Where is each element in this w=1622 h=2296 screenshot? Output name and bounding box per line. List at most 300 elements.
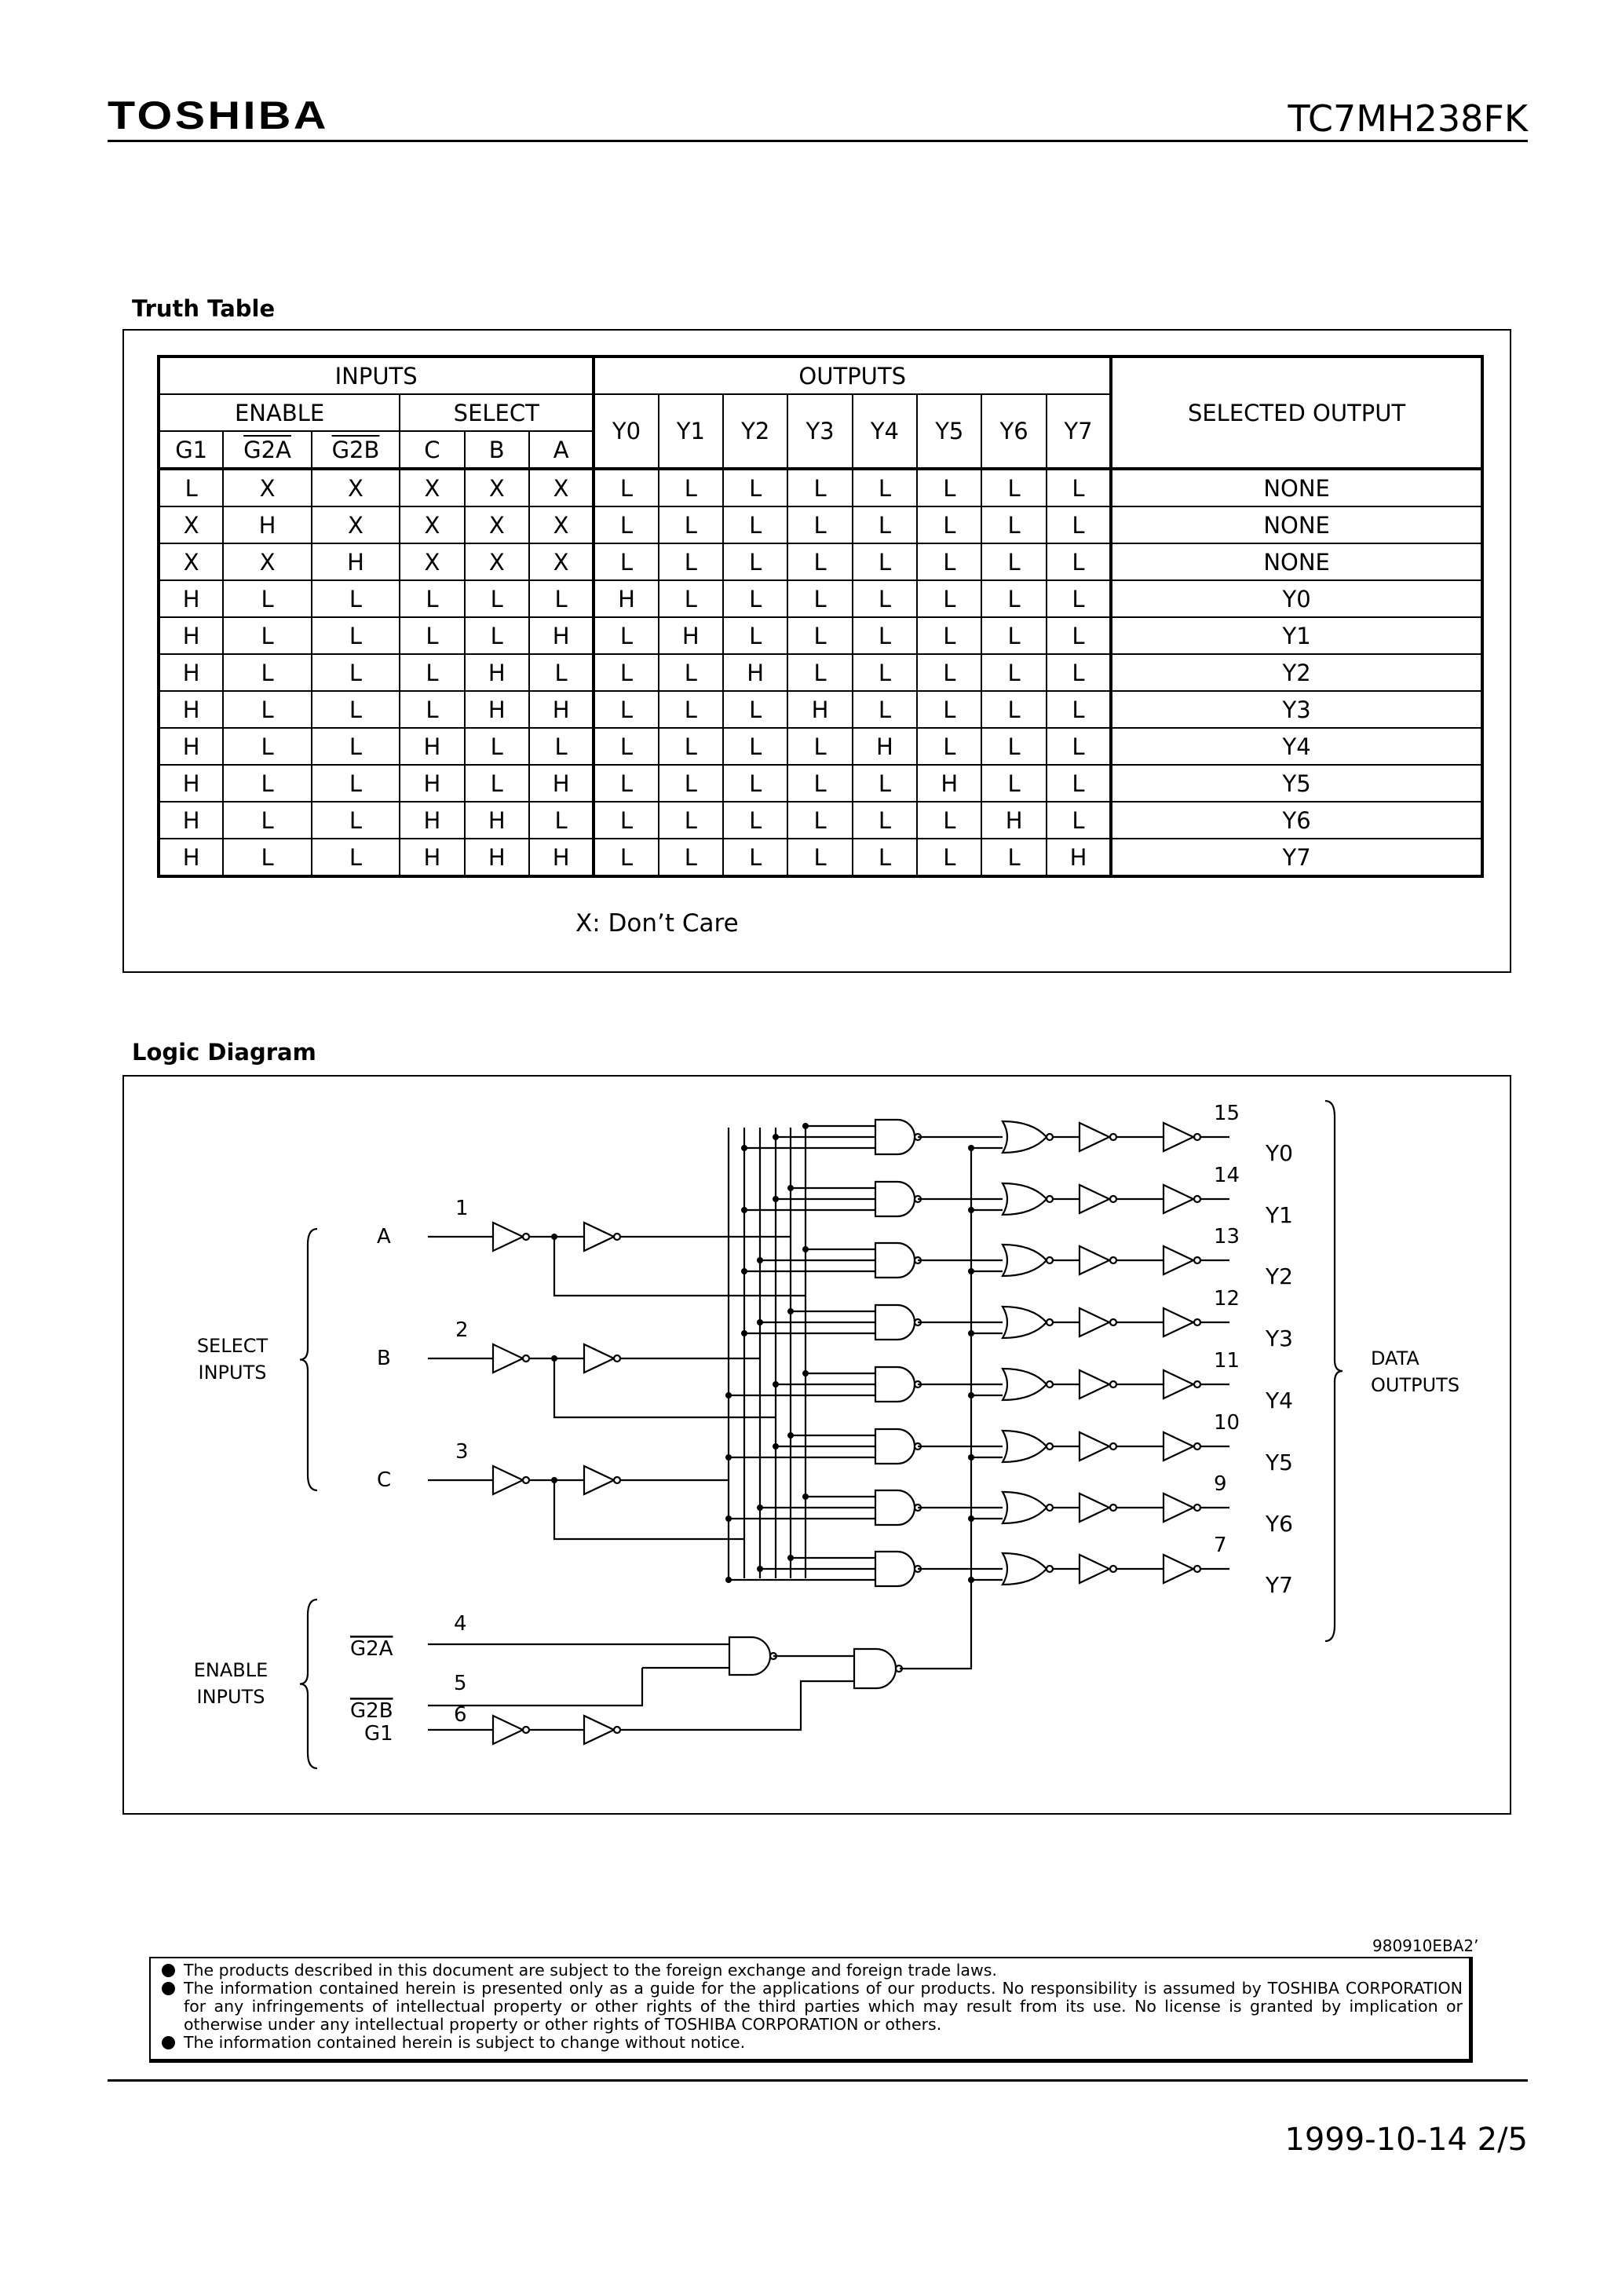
table-cell: L [787,617,852,654]
outputs-brace [1325,1101,1343,1641]
pin-number: 15 [1214,1102,1240,1125]
col-header: Y2 [723,394,787,469]
inversion-bubble [1194,1381,1200,1387]
table-cell: L [981,728,1046,765]
table-cell: L [400,617,464,654]
table-cell: NONE [1111,469,1482,506]
table-cell: L [981,469,1046,506]
inversion-bubble [1047,1443,1053,1450]
inversion-bubble [1194,1319,1200,1325]
table-cell: L [723,765,787,802]
table-cell: L [981,654,1046,691]
table-cell: L [312,691,400,728]
junction-dot [968,1145,974,1151]
inversion-bubble [1110,1319,1116,1325]
table-cell: L [223,765,311,802]
bullet-icon [162,1982,175,1995]
pin-number: 13 [1214,1225,1240,1249]
table-cell: L [787,728,852,765]
table-cell: H [159,580,223,617]
inverter-gate [584,1466,614,1494]
wire [554,1480,744,1539]
table-cell: L [723,839,787,876]
nand-gate [875,1182,915,1216]
bullet-icon [162,1964,175,1977]
output-label: Y3 [1266,1325,1293,1351]
junction-dot [802,1246,809,1252]
output-label: Y6 [1266,1511,1293,1537]
table-cell: L [917,839,981,876]
inversion-bubble [614,1355,620,1362]
table-cell: Y0 [1111,580,1482,617]
inversion-bubble [1194,1134,1200,1140]
inverter-gate [493,1344,523,1373]
inversion-bubble [523,1477,529,1483]
table-cell: H [529,765,594,802]
pin-number: 10 [1214,1411,1240,1435]
buffer-gate [1080,1555,1109,1583]
table-cell: Y5 [1111,765,1482,802]
junction-dot [757,1257,763,1263]
disclaimer-item: The information contained herein is subject to change without notice. [162,2034,1463,2052]
table-cell: L [787,802,852,839]
nor-gate [1003,1121,1047,1153]
junction-dot [741,1145,747,1151]
buffer-gate [1080,1123,1109,1151]
junction-dot [968,1577,974,1583]
pin-number: 3 [455,1440,469,1464]
nand-gate [875,1243,915,1278]
col-header: Y5 [917,394,981,469]
table-cell: H [853,728,917,765]
nor-gate [1003,1307,1047,1338]
output-label: Y1 [1266,1202,1293,1228]
pin-number: 9 [1214,1472,1227,1496]
input-label: G1 [364,1722,393,1746]
table-cell: L [917,654,981,691]
table-cell: L [787,580,852,617]
table-cell: L [981,506,1046,543]
pin-number: 12 [1214,1287,1240,1311]
junction-dot [741,1207,747,1213]
nand-gate [875,1367,915,1402]
inversion-bubble [1047,1566,1053,1572]
table-cell: L [223,839,311,876]
input-label: A [377,1225,391,1249]
table-cell: L [723,691,787,728]
table-cell: L [312,654,400,691]
data-outputs-label: DATA [1371,1347,1419,1369]
junction-dot [968,1330,974,1336]
table-cell: L [853,469,917,506]
table-cell: L [465,728,529,765]
dont-care-note: X: Don’t Care [575,909,739,938]
input-label: G2B [350,1699,393,1723]
table-cell: X [529,469,594,506]
inversion-bubble [614,1234,620,1240]
table-cell: L [529,654,594,691]
table-cell: L [465,765,529,802]
table-cell: L [787,765,852,802]
input-label: G2A [350,1637,393,1661]
junction-dot [741,1330,747,1336]
inversion-bubble [1194,1566,1200,1572]
table-cell: Y3 [1111,691,1482,728]
buffer-gate [1080,1370,1109,1398]
junction-dot [968,1454,974,1461]
table-cell: L [1047,654,1111,691]
inverter-gate [493,1716,523,1744]
table-cell: X [223,469,311,506]
table-cell: L [312,839,400,876]
data-outputs-label: OUTPUTS [1371,1374,1460,1396]
table-cell: L [787,654,852,691]
buffer-gate [1164,1555,1193,1583]
table-cell: L [594,654,658,691]
junction-dot [757,1566,763,1572]
inversion-bubble [1047,1319,1053,1325]
table-cell: L [853,839,917,876]
inversion-bubble [1047,1134,1053,1140]
selected-output-header: SELECTED OUTPUT [1111,356,1482,469]
table-cell: L [659,543,723,580]
junction-dot [773,1134,779,1140]
buffer-gate [1164,1123,1193,1151]
table-cell: L [594,617,658,654]
table-cell: NONE [1111,543,1482,580]
inversion-bubble [1047,1257,1053,1263]
table-cell: H [312,543,400,580]
select-inputs-label: SELECT [196,1335,269,1357]
table-cell: L [853,506,917,543]
table-cell: L [400,654,464,691]
part-number: TC7MH238FK [1288,97,1528,140]
buffer-gate [1164,1432,1193,1461]
junction-dot [968,1207,974,1213]
table-cell: X [465,506,529,543]
junction-dot [773,1381,779,1387]
table-cell: H [917,765,981,802]
table-cell: L [981,765,1046,802]
table-cell: H [400,765,464,802]
disclaimer-box [149,1957,1473,2063]
output-label: Y5 [1266,1450,1293,1475]
nand-gate [875,1305,915,1340]
table-cell: H [159,765,223,802]
logic-diagram-title: Logic Diagram [132,1039,316,1066]
table-cell: L [594,728,658,765]
table-cell: L [723,469,787,506]
table-cell: X [529,543,594,580]
table-cell: H [159,839,223,876]
nor-gate [1003,1369,1047,1400]
inversion-bubble [1047,1381,1053,1387]
table-cell: L [981,580,1046,617]
table-cell: X [223,543,311,580]
table-cell: L [853,765,917,802]
table-cell: L [981,839,1046,876]
junction-dot [757,1319,763,1325]
table-cell: L [594,691,658,728]
table-cell: L [223,728,311,765]
table-cell: L [659,839,723,876]
inversion-bubble [1110,1257,1116,1263]
table-cell: L [659,765,723,802]
table-cell: L [465,617,529,654]
inversion-bubble [1047,1504,1053,1511]
junction-dot [802,1370,809,1377]
inversion-bubble [614,1727,620,1733]
junction-dot [741,1268,747,1274]
table-cell: L [312,580,400,617]
table-cell: L [853,654,917,691]
table-cell: L [529,728,594,765]
table-cell: L [723,580,787,617]
table-cell: H [465,839,529,876]
inversion-bubble [1194,1196,1200,1202]
table-cell: L [1047,469,1111,506]
inversion-bubble [1110,1134,1116,1140]
table-cell: L [787,839,852,876]
table-cell: L [312,617,400,654]
junction-dot [725,1577,732,1583]
table-cell: Y1 [1111,617,1482,654]
table-cell: L [312,728,400,765]
table-cell: H [400,802,464,839]
table-cell: X [400,469,464,506]
table-cell: L [400,580,464,617]
buffer-gate [1164,1370,1193,1398]
table-cell: L [1047,617,1111,654]
inversion-bubble [1110,1443,1116,1450]
table-cell: L [853,691,917,728]
table-cell: L [594,765,658,802]
table-cell: L [981,691,1046,728]
table-cell: H [659,617,723,654]
col-header: C [400,431,464,469]
pin-number: 5 [454,1672,467,1695]
table-cell: L [659,691,723,728]
junction-dot [787,1555,794,1561]
doc-code: 980910EBA2’ [1372,1936,1479,1955]
table-cell: L [723,802,787,839]
junction-dot [725,1515,732,1522]
table-cell: L [1047,728,1111,765]
table-cell: H [981,802,1046,839]
select-brace [300,1229,317,1490]
table-cell: L [159,469,223,506]
table-cell: L [787,469,852,506]
output-label: Y0 [1266,1140,1293,1166]
table-cell: L [223,617,311,654]
col-header: G1 [159,431,223,469]
nand-gate [875,1490,915,1525]
table-cell: Y4 [1111,728,1482,765]
nand-gate [875,1120,915,1154]
table-cell: H [159,691,223,728]
table-cell: L [917,728,981,765]
col-header: Y3 [787,394,852,469]
buffer-gate [1080,1493,1109,1522]
select-inputs-label: INPUTS [198,1362,267,1384]
buffer-gate [1164,1308,1193,1336]
buffer-gate [1164,1246,1193,1274]
table-cell: L [1047,691,1111,728]
junction-dot [802,1123,809,1129]
junction-dot [773,1196,779,1202]
nand-gate [875,1429,915,1464]
outputs-header: OUTPUTS [594,356,1111,394]
inversion-bubble [1194,1504,1200,1511]
table-cell: L [723,543,787,580]
junction-dot [968,1392,974,1398]
table-cell: L [1047,580,1111,617]
wire [554,1237,806,1296]
table-cell: X [400,506,464,543]
output-label: Y2 [1266,1263,1293,1289]
col-header: G2B [312,431,400,469]
disclaimer-item: The products described in this document are subject to the foreign exchange and foreign trade laws. [162,1961,1463,1980]
table-cell: L [529,802,594,839]
footer-rule [108,2079,1528,2082]
nand-gate [729,1637,770,1675]
table-cell: H [465,654,529,691]
table-cell: X [400,543,464,580]
table-cell: L [787,543,852,580]
table-cell: Y6 [1111,802,1482,839]
table-cell: L [659,469,723,506]
table-cell: H [529,839,594,876]
nor-gate [1003,1245,1047,1276]
table-cell: L [529,580,594,617]
select-header: SELECT [400,394,594,431]
nand-gate [875,1552,915,1586]
inversion-bubble [614,1477,620,1483]
buffer-gate [1080,1308,1109,1336]
table-cell: Y2 [1111,654,1482,691]
junction-dot [725,1454,732,1461]
table-cell: L [917,580,981,617]
inverter-gate [584,1716,614,1744]
table-cell: L [853,543,917,580]
nor-gate [1003,1431,1047,1462]
table-cell: L [594,469,658,506]
inverter-gate [584,1223,614,1251]
table-cell: H [529,617,594,654]
inputs-header: INPUTS [159,356,594,394]
table-cell: L [223,802,311,839]
table-cell: L [312,765,400,802]
table-cell: L [853,580,917,617]
table-cell: L [917,802,981,839]
pin-number: 4 [454,1612,467,1636]
inversion-bubble [1194,1257,1200,1263]
junction-dot [968,1268,974,1274]
table-cell: L [1047,765,1111,802]
table-cell: L [659,802,723,839]
table-cell: L [917,469,981,506]
inversion-bubble [1110,1196,1116,1202]
pin-number: 14 [1214,1164,1240,1187]
table-cell: L [659,506,723,543]
brand-logo: TOSHIBA [108,93,329,137]
input-label: C [377,1468,392,1492]
table-cell: H [529,691,594,728]
junction-dot [787,1185,794,1191]
col-header: Y6 [981,394,1046,469]
table-cell: X [159,543,223,580]
inversion-bubble [523,1234,529,1240]
junction-dot [787,1308,794,1314]
col-header: A [529,431,594,469]
pin-number: 2 [455,1318,469,1342]
table-cell: L [917,506,981,543]
table-cell: L [853,617,917,654]
table-cell: L [917,543,981,580]
table-cell: L [312,802,400,839]
date-page: 1999-10-14 2/5 [1284,2122,1528,2158]
table-cell: L [659,654,723,691]
col-header: Y7 [1047,394,1111,469]
table-cell: NONE [1111,506,1482,543]
table-cell: H [465,691,529,728]
wire [900,1148,971,1669]
buffer-gate [1080,1185,1109,1213]
table-cell: H [723,654,787,691]
truth-table-title: Truth Table [132,295,276,322]
col-header: Y0 [594,394,658,469]
table-cell: L [1047,506,1111,543]
inversion-bubble [1194,1443,1200,1450]
nor-gate [1003,1492,1047,1523]
table-cell: L [223,654,311,691]
table-cell: X [312,469,400,506]
buffer-gate [1080,1432,1109,1461]
col-header: Y4 [853,394,917,469]
table-cell: L [723,617,787,654]
table-cell: L [917,617,981,654]
col-header: B [465,431,529,469]
table-cell: X [529,506,594,543]
inversion-bubble [523,1355,529,1362]
junction-dot [968,1515,974,1522]
table-cell: L [981,617,1046,654]
table-cell: Y7 [1111,839,1482,876]
output-label: Y4 [1266,1387,1293,1413]
table-cell: L [594,839,658,876]
pin-number: 1 [455,1197,469,1220]
table-cell: X [465,469,529,506]
table-cell: X [465,543,529,580]
inversion-bubble [1110,1381,1116,1387]
disclaimer-item: The information contained herein is presented only as a guide for the applications of our products. No responsibility is assumed by TOSHIBA CORPORATION for any infringements of intellectual property or other rights of the third parties which may result from its use. No license is granted by implication or otherwise under any intellectual property or other rights of TOSHIBA CORPORATION or others. [162,1980,1463,2034]
table-cell: L [659,728,723,765]
pin-number: 7 [1214,1534,1227,1557]
table-cell: H [787,691,852,728]
table-cell: L [223,691,311,728]
table-cell: X [159,506,223,543]
junction-dot [773,1443,779,1450]
table-cell: H [223,506,311,543]
table-cell: L [917,691,981,728]
table-cell: H [1047,839,1111,876]
enable-inputs-label: INPUTS [196,1686,265,1708]
table-cell: L [223,580,311,617]
pin-number: 6 [454,1703,467,1727]
nor-gate [1003,1183,1047,1215]
table-cell: L [594,802,658,839]
inversion-bubble [523,1727,529,1733]
